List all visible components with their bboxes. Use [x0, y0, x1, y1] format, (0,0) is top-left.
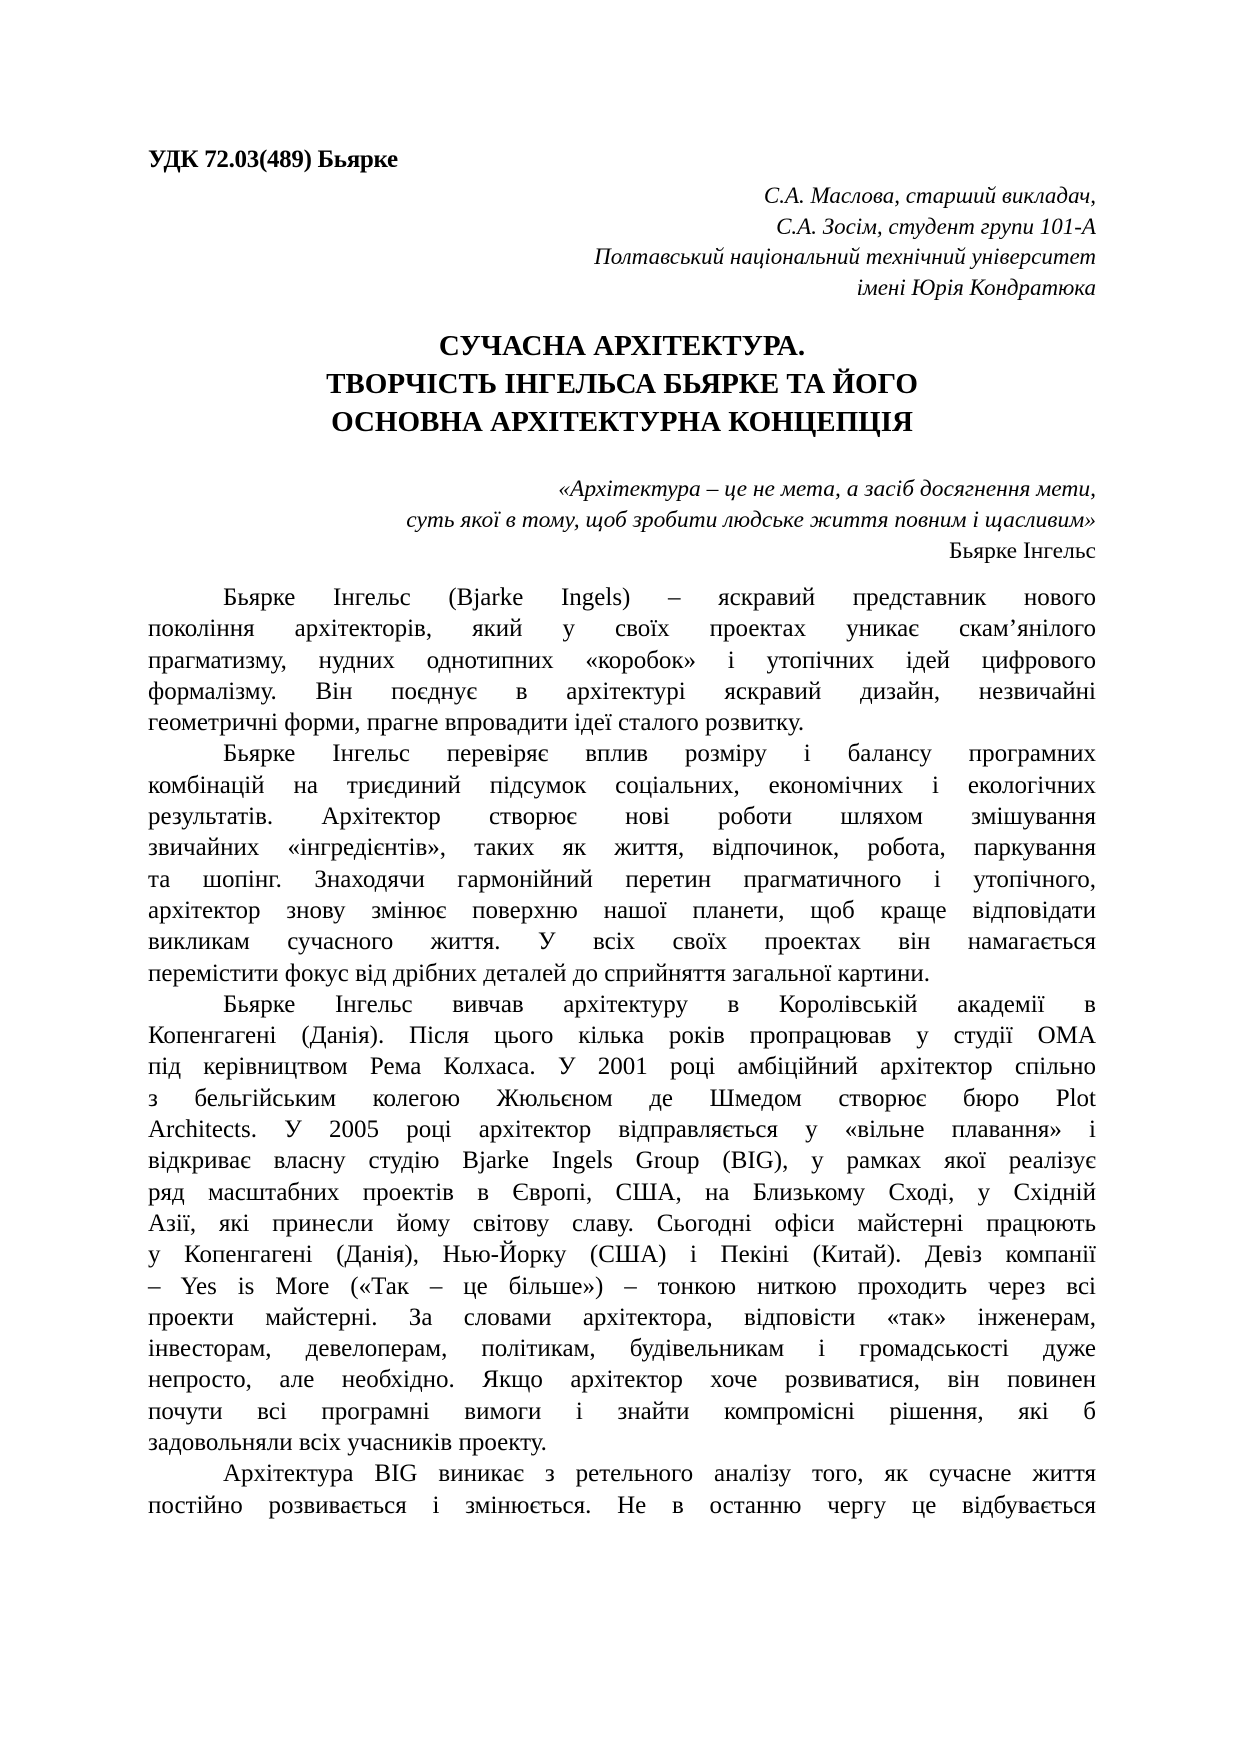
text-line: та шопінг. Знаходячи гармонійний перетин прагматичного і утопічного,	[148, 865, 1096, 893]
text-line: відкриває власну студію Bjarke Ingels Group (BIG), у рамках якої реалізує	[148, 1147, 1096, 1175]
text-line: – Yes is More («Так – це більше») – тонкою ниткою проходить через всі	[148, 1272, 1096, 1300]
text-line: постійно розвивається і змінюється. Не в останню чергу це відбувається	[148, 1491, 1096, 1519]
epigraph-quote-line: суть якої в тому, щоб зробити людське життя повним і щасливим»	[406, 507, 1096, 533]
text-line: інвесторам, девелоперам, політикам, будівельникам і громадськості дуже	[148, 1335, 1096, 1363]
text-line: перемістити фокус від дрібних деталей до сприйняття загальної картини.	[148, 959, 930, 987]
affiliation-line: імені Юрія Кондратюка	[856, 274, 1096, 300]
text-line: Копенгагені (Данія). Після цього кілька років пропрацював у студії ОМА	[148, 1022, 1096, 1050]
author-block	[594, 181, 1096, 303]
text-line: викликам сучасного життя. У всіх своїх проектах він намагається	[148, 928, 1096, 956]
epigraph-attribution: Бьярке Інгельс	[949, 538, 1096, 564]
text-line: геометричні форми, прагне впровадити ідеї сталого розвитку.	[148, 709, 805, 737]
title-line: ОСНОВНА АРХІТЕКТУРНА КОНЦЕПЦІЯ	[331, 406, 913, 438]
paragraph	[148, 1458, 1096, 1521]
text-line: Бьярке Інгельс вивчав архітектуру в Королівській академії в	[223, 990, 1096, 1018]
udc-code: УДК 72.03(489) Бьярке	[148, 146, 398, 173]
author-line: С.А. Маслова, старший викладач,	[763, 183, 1096, 208]
text-line: ряд масштабних проектів в Європі, США, на Близькому Сході, у Східній	[148, 1178, 1096, 1206]
text-line: формалізму. Він поєднує в архітектурі яскравий дизайн, незвичайні	[148, 677, 1096, 705]
text-line: результатів. Архітектор створює нові роботи шляхом змішування	[148, 803, 1096, 831]
text-line: комбінацій на триєдиний підсумок соціальних, економічних і екологічних	[148, 771, 1096, 799]
title-line: ТВОРЧІСТЬ ІНГЕЛЬСА БЬЯРКЕ ТА ЙОГО	[326, 368, 918, 400]
text-line: Азії, які принесли йому світову славу. Сьогодні офіси майстерні працюють	[148, 1209, 1096, 1237]
text-line: звичайних «інгредієнтів», таких як життя, відпочинок, робота, паркування	[148, 834, 1096, 862]
author-line: С.А. Зосім, студент групи 101-А	[776, 213, 1096, 239]
article-body	[148, 582, 1096, 1521]
text-line: з бельгійським колегою Жюльєном де Шмедом створює бюро Plot	[148, 1084, 1096, 1112]
text-line: у Копенгагені (Данія), Нью-Йорку (США) і Пекіні (Китай). Девіз компанії	[148, 1241, 1096, 1269]
article-title	[148, 327, 1096, 441]
text-line: почути всі програмні вимоги і знайти компромісні рішення, які б	[148, 1397, 1096, 1425]
text-line: непросто, але необхідно. Якщо архітектор хоче розвиватися, він повинен	[148, 1366, 1096, 1394]
epigraph	[406, 474, 1096, 567]
epigraph-quote-line: «Архітектура – це не мета, а засіб досягнення мети,	[558, 476, 1096, 502]
text-line: архітектор знову змінює поверхню нашої планети, щоб краще відповідати	[148, 896, 1096, 924]
text-line: Бьярке Інгельс перевіряє вплив розміру і балансу програмних	[223, 740, 1096, 768]
text-line: під керівництвом Рема Колхаса. У 2001 році амбіційний архітектор спільно	[148, 1053, 1096, 1081]
text-line: Бьярке Інгельс (Bjarke Ingels) – яскравий представник нового	[223, 584, 1096, 611]
title-line: СУЧАСНА АРХІТЕКТУРА.	[438, 330, 806, 362]
text-line: Архітектура BIG виникає з ретельного аналізу того, як сучасне життя	[223, 1460, 1096, 1488]
paragraph	[148, 738, 1096, 988]
affiliation-line: Полтавський національний технічний університет	[594, 244, 1096, 269]
text-line: Architects. У 2005 році архітектор відправляється у «вільне плавання» і	[148, 1116, 1096, 1144]
paragraph	[148, 989, 1096, 1458]
paragraph	[148, 582, 1096, 738]
text-line: прагматизму, нудних однотипних «коробок» і утопічних ідей цифрового	[148, 646, 1096, 674]
text-line: задовольняли всіх учасників проекту.	[148, 1429, 547, 1457]
text-line: покоління архітекторів, який у своїх проектах уникає скам’янілого	[148, 615, 1096, 643]
text-line: проекти майстерні. За словами архітектора, відповісти «так» інженерам,	[148, 1303, 1096, 1331]
